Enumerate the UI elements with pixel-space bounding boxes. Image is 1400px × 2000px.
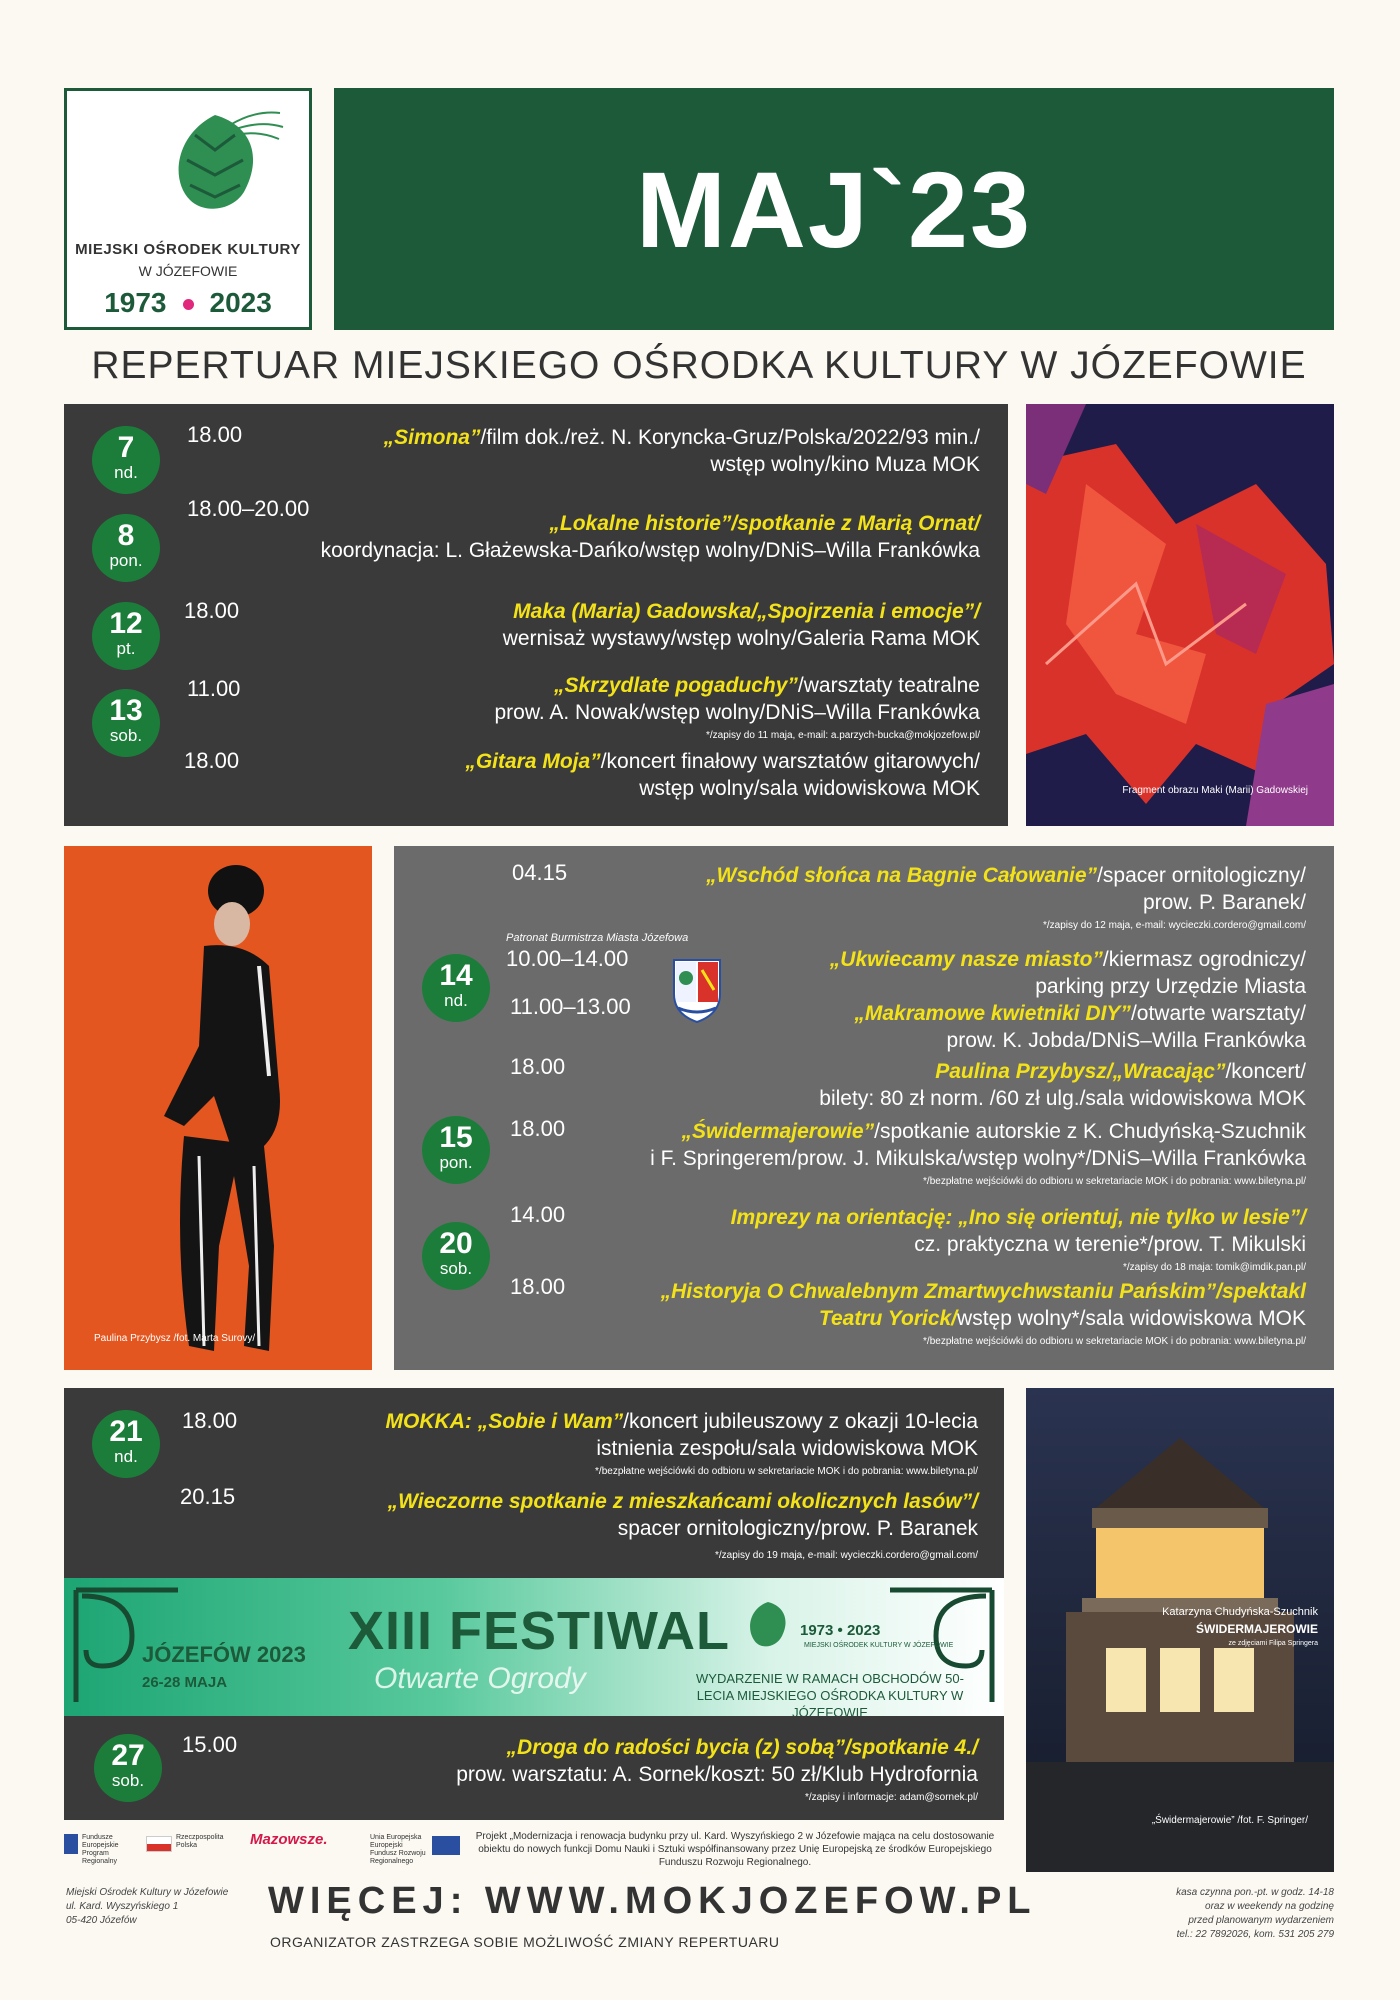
event-time: 14.00: [510, 1202, 566, 1227]
event-note: */zapisy i informacje: adam@sornek.pl/: [805, 1792, 978, 1803]
event-time: 18.00: [184, 598, 240, 623]
fe-logo-icon: [64, 1834, 78, 1854]
event-time: 11.00: [187, 676, 241, 701]
events-panel-1: [64, 404, 1008, 826]
month-title-box: [334, 88, 1334, 330]
date-badge-21: 21 nd.: [92, 1410, 160, 1478]
event-note: */bezpłatne wejściówki do odbioru w sekretariacie MOK i do pobrania: www.biletyna.pl/: [923, 1176, 1306, 1187]
logo-rp: Rzeczpospolita Polska: [176, 1834, 224, 1849]
logo-fe: Fundusze Europejskie Program Regionalny: [82, 1834, 119, 1865]
event-historyja[interactable]: „Historyja O Chwalebnym Zmartwychwstaniu Pańskim”/spektakl Teatru Yorick/wstęp wolny*/sala widowiskowa MOK: [660, 1280, 1306, 1330]
date-badge-8: 8 pon.: [92, 514, 160, 582]
event-time: 11.00–13.00: [510, 994, 631, 1019]
event-time: 18.00: [187, 422, 243, 447]
event-time: 18.00: [182, 1408, 238, 1433]
festival-subtitle: Otwarte Ogrody: [374, 1662, 586, 1695]
mok-logo: [64, 88, 312, 330]
patronage-label: Patronat Burmistrza Miasta Józefowa: [506, 932, 689, 944]
date-badge-27: 27 sob.: [94, 1734, 162, 1802]
event-wieczorne-spotkanie[interactable]: „Wieczorne spotkanie z mieszkańcami okolicznych lasów”/ spacer ornitologiczny/prow. P. Baranek: [387, 1490, 978, 1540]
book-title: ŚWIDERMAJEROWIE: [1195, 1622, 1318, 1636]
event-lokalne-historie[interactable]: „Lokalne historie”/spotkanie z Marią Ornat/ koordynacja: L. Głażewska-Dańko/wstęp wolny/DNiS–Willa Frankówka: [320, 512, 980, 562]
year-end: 2023: [209, 287, 272, 318]
singer-silhouette: [64, 846, 372, 1370]
event-imprezy-na-orientacje[interactable]: Imprezy na orientację: „Ino się orientuj, nie tylko w lesie”/ cz. praktyczna w terenie*/prow. T. Mikulski: [730, 1206, 1306, 1256]
event-time: 10.00–14.00: [506, 946, 629, 971]
events-panel-2: [394, 846, 1334, 1370]
festival-note: WYDARZENIE W RAMACH OBCHODÓW 50-LECIA MIEJSKIEGO OŚRODKA KULTURY W JÓZEFOWIE: [696, 1671, 964, 1716]
event-makramowe[interactable]: „Makramowe kwietniki DIY”/otwarte warsztaty/ prow. K. Jobda/DNiS–Willa Frankówka: [854, 1002, 1306, 1052]
jozefow-crest-icon: [672, 958, 722, 1024]
event-paulina-przybysz[interactable]: Paulina Przybysz/„Wracając”/koncert/ bilety: 80 zł norm. /60 zł ulg./sala widowiskowa MOK: [819, 1060, 1306, 1110]
logo-line1: MIEJSKI OŚRODEK KULTURY: [75, 241, 301, 258]
date-badge-7: 7 nd.: [92, 426, 160, 494]
painting-image: [1026, 404, 1334, 826]
festival-title: XIII FESTIWAL: [348, 1601, 731, 1661]
events-panel-4: [64, 1716, 1004, 1820]
event-time: 18.00: [510, 1054, 566, 1079]
dot-icon: [183, 299, 194, 310]
event-note: */bezpłatne wejściówki do odbioru w sekretariacie MOK i do pobrania: www.biletyna.pl/: [923, 1336, 1306, 1347]
event-time: 04.15: [512, 860, 568, 885]
event-note: */zapisy do 18 maja: tomik@imdik.pan.pl/: [1122, 1262, 1306, 1273]
year-start: 1973: [104, 287, 167, 318]
event-swidermajerowie[interactable]: „Świdermajerowie”/spotkanie autorskie z K. Chudyńską-Szuchnik i F. Springerem/prow. J. Mikulska/wstęp wolny*/DNiS–Willa Frankówka: [650, 1120, 1306, 1170]
event-simona[interactable]: „Simona”/film dok./reż. N. Koryncka-Gruz/Polska/2022/93 min./ wstęp wolny/kino Muza MOK: [383, 426, 980, 476]
festival-dates: 26-28 MAJA: [142, 1674, 228, 1691]
book-subtitle: ze zdjęciami Filipa Springera: [1228, 1640, 1318, 1647]
logo-ue: Unia Europejska Europejski Fundusz Rozwoju Regionalnego: [370, 1834, 426, 1865]
painting-art: [1026, 404, 1334, 826]
festival-banner[interactable]: [64, 1578, 1004, 1716]
event-time: 18.00–20.00: [187, 496, 310, 521]
event-skrzydlate-pogaduchy[interactable]: „Skrzydlate pogaduchy”/warsztaty teatralne prow. A. Nowak/wstęp wolny/DNiS–Willa Frankówka: [494, 674, 980, 724]
singer-photo: [64, 846, 372, 1370]
image-caption: „Świdermajerowie” /fot. F. Springer/: [1151, 1815, 1308, 1826]
disclaimer: ORGANIZATOR ZASTRZEGA SOBIE MOŻLIWOŚĆ ZMIANY REPERTUARU: [270, 1934, 780, 1950]
eu-flag-icon: [432, 1836, 460, 1855]
event-note: */zapisy do 19 maja, e-mail: wycieczki.cordero@gmail.com/: [714, 1550, 978, 1561]
address: Miejski Ośrodek Kultury w Józefowie ul. Kard. Wyszyńskiego 1 05-420 Józefów: [66, 1887, 229, 1926]
month-title: MAJ`23: [635, 148, 1033, 270]
box-office-hours: kasa czynna pon.-pt. w godz. 14-18 oraz w weekendy na godzinę przed planowanym wydarzeniem tel.: 22 7892026, kom. 531 205 279: [1176, 1887, 1334, 1940]
logo-line2: W JÓZEFOWIE: [138, 263, 238, 279]
date-badge-15: 15 pon.: [422, 1116, 490, 1184]
project-note: Projekt „Modernizacja i renowacja budynku przy ul. Kard. Wyszyńskiego 2 w Józefowie mająca na celu dostosowanie obiektu do nowych funkcji Domu Nauki i Sztuki współfinansowany przez Unię Europejską ze środków Europejskiego Funduszu Rozwoju Regionalnego.: [475, 1831, 995, 1868]
event-time: 18.00: [184, 748, 240, 773]
pine-cone-icon: [145, 105, 285, 225]
event-time: 15.00: [182, 1732, 238, 1757]
eu-logos: [64, 1826, 464, 1866]
festival-mok: MIEJSKI OŚRODEK KULTURY W JÓZEFOWIE: [804, 1642, 954, 1649]
date-badge-14: 14 nd.: [422, 954, 490, 1022]
image-caption: Paulina Przybysz /fot. Marta Surovy/: [94, 1333, 256, 1344]
event-ukwiecamy[interactable]: „Ukwiecamy nasze miasto”/kiermasz ogrodniczy/ parking przy Urzędzie Miasta: [829, 948, 1306, 998]
festival-years: 1973 • 2023: [800, 1622, 881, 1639]
event-time: 20.15: [180, 1484, 236, 1509]
date-badge-13: 13 sob.: [92, 689, 160, 757]
events-panel-3: [64, 1388, 1004, 1578]
event-gitara-moja[interactable]: „Gitara Moja”/koncert finałowy warsztatów gitarowych/ wstęp wolny/sala widowiskowa MOK: [465, 750, 980, 800]
image-caption: Fragment obrazu Maki (Marii) Gadowskiej: [1122, 785, 1308, 796]
event-mokka[interactable]: MOKKA: „Sobie i Wam”/koncert jubileuszowy z okazji 10-lecia istnienia zespołu/sala widowiskowa MOK: [385, 1410, 978, 1460]
logo-years: [67, 287, 309, 319]
event-note: */zapisy do 12 maja, e-mail: wycieczki.cordero@gmail.com/: [1042, 920, 1306, 931]
book-author: Katarzyna Chudyńska-Szuchnik: [1162, 1606, 1318, 1618]
festival-city: JÓZEFÓW 2023: [142, 1642, 306, 1667]
pl-flag-icon: [146, 1836, 172, 1852]
event-note: */bezpłatne wejściówki do odbioru w sekretariacie MOK i do pobrania: www.biletyna.pl/: [595, 1466, 978, 1477]
website-link[interactable]: WIĘCEJ: WWW.MOKJOZEFOW.PL: [268, 1880, 1037, 1922]
page-subtitle: REPERTUAR MIEJSKIEGO OŚRODKA KULTURY W JÓZEFOWIE: [91, 344, 1307, 387]
villa-photo: [1026, 1388, 1334, 1872]
event-droga-do-radosci[interactable]: „Droga do radości bycia (z) sobą”/spotkanie 4./ prow. warsztatu: A. Sornek/koszt: 50 zł/Klub Hydrofornia: [456, 1736, 978, 1786]
logo-mazowsze: Mazowsze.: [250, 1831, 328, 1848]
event-note: */zapisy do 11 maja, e-mail: a.parzych-bucka@mokjozefow.pl/: [706, 730, 980, 741]
event-time: 18.00: [510, 1116, 566, 1141]
date-badge-12: 12 pt.: [92, 602, 160, 670]
event-wschod-slonca[interactable]: „Wschód słońca na Bagnie Całowanie”/spacer ornitologiczny/ prow. P. Baranek/: [706, 864, 1306, 914]
event-time: 18.00: [510, 1274, 566, 1299]
event-maka-gadowska[interactable]: Maka (Maria) Gadowska/„Spojrzenia i emocje”/ wernisaż wystawy/wstęp wolny/Galeria Rama MOK: [502, 600, 980, 650]
pine-cone-icon: [740, 1598, 796, 1654]
date-badge-20: 20 sob.: [422, 1222, 490, 1290]
